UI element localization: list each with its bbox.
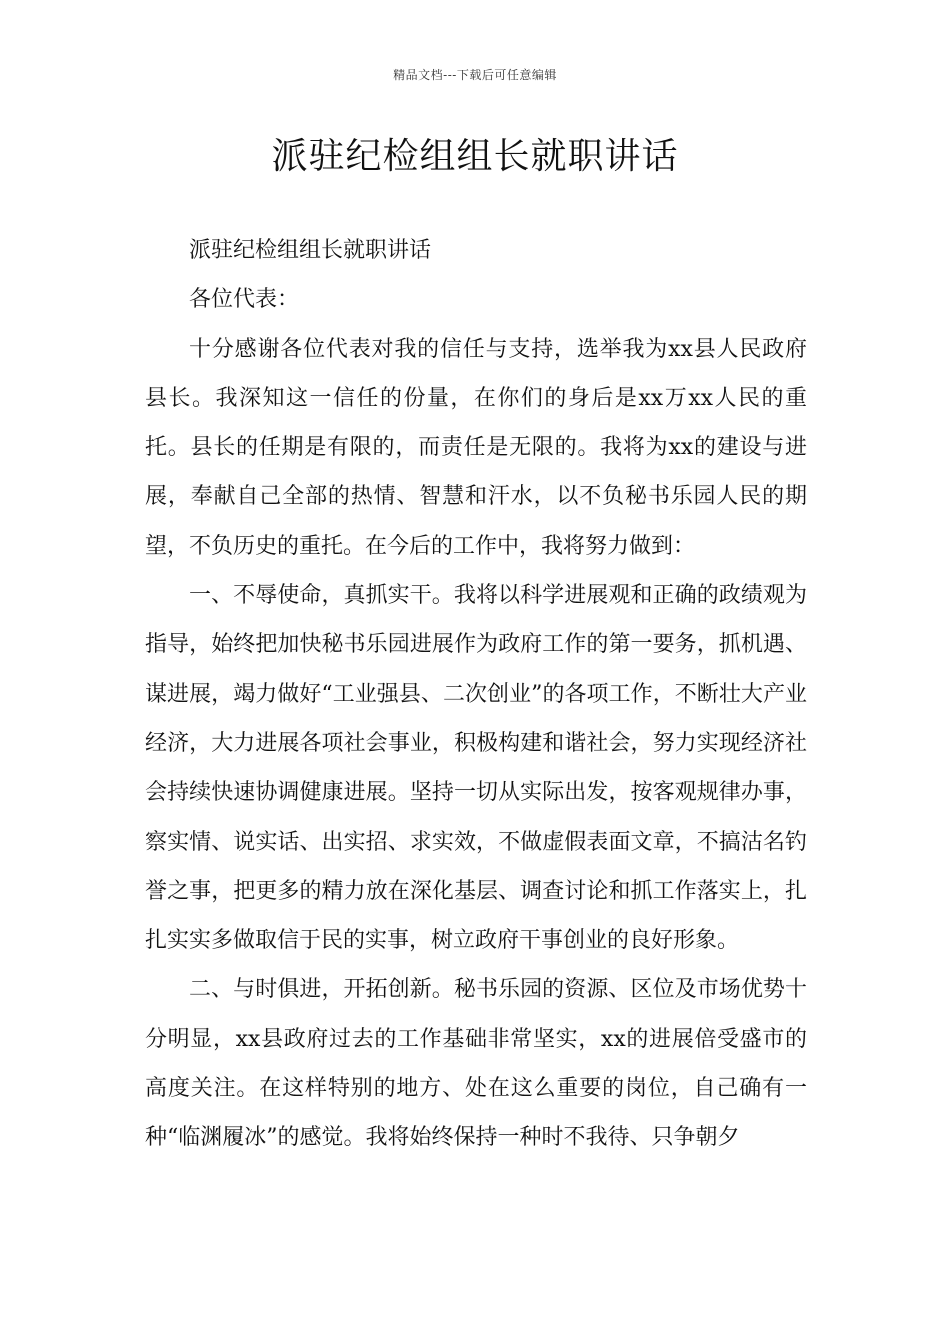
paragraph-point-two: 二、与时俱进，开拓创新。秘书乐园的资源、区位及市场优势十分明显，xx县政府过去的工作基础非常坚实，xx的进展倍受盛市的高度关注。在这样特别的地方、处在这么重要的岗位，自己确有一种“临渊履冰”的感觉。我将始终保持一种时不我待、只争朝夕	[145, 977, 807, 1151]
header-note: 精品文档---下载后可任意编辑	[393, 68, 557, 82]
paragraph-salutation: 各位代表：	[189, 287, 300, 313]
paragraph-subtitle: 派驻纪检组组长就职讲话	[189, 238, 432, 263]
document-body	[145, 226, 807, 1163]
paragraph-intro: 十分感谢各位代表对我的信任与支持，选举我为xx县人民政府县长。我深知这一信任的份量，在你们的身后是xx万xx人民的重托。县长的任期是有限的，而责任是无限的。我将为xx的建设与进展，奉献自己全部的热情、智慧和汗水，以不负秘书乐园人民的期望，不负历史的重托。在今后的工作中，我将努力做到：	[145, 336, 807, 559]
document-title: 派驻纪检组组长就职讲话	[271, 136, 679, 177]
paragraph-point-one: 一、不辱使命，真抓实干。我将以科学进展观和正确的政绩观为指导，始终把加快秘书乐园进展作为政府工作的第一要务，抓机遇、谋进展，竭力做好“工业强县、二次创业”的各项工作，不断壮大产业经济，大力进展各项社会事业，积极构建和谐社会，努力实现经济社会持续快速协调健康进展。坚持一切从实际出发，按客观规律办事，察实情、说实话、出实招、求实效，不做虚假表面文章，不搞沽名钓誉之事，把更多的精力放在深化基层、调查讨论和抓工作落实上，扎扎实实多做取信于民的实事，树立政府干事创业的良好形象。	[145, 583, 807, 954]
